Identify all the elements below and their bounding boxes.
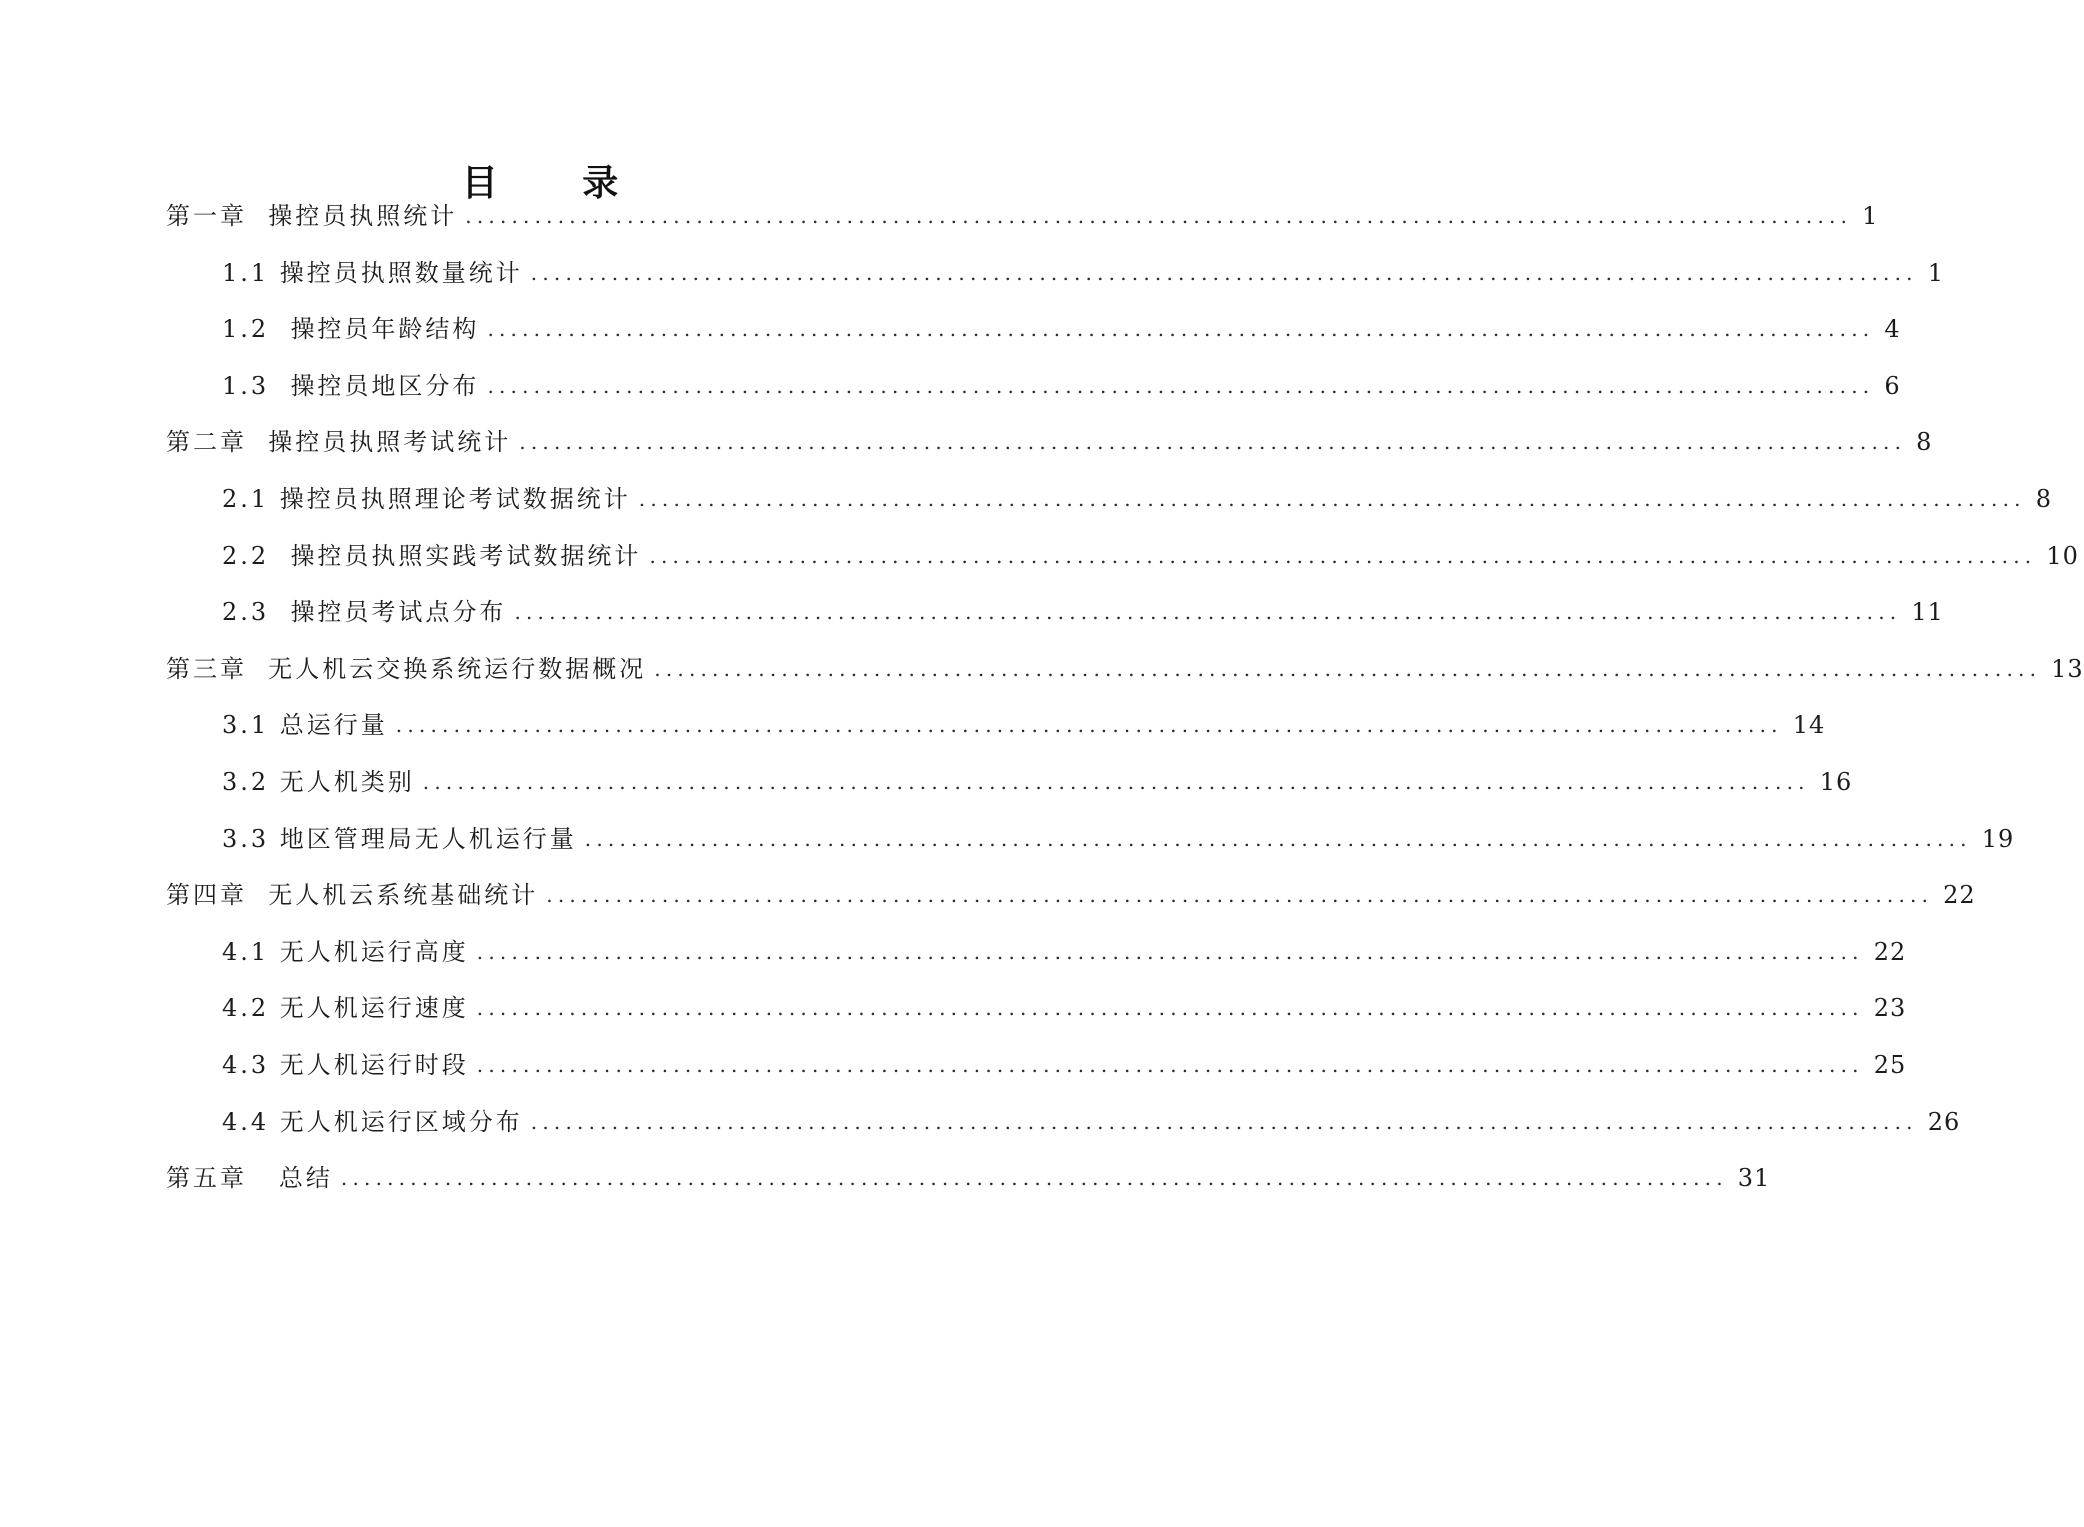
toc-chapter-entry[interactable] [0, 649, 2084, 689]
toc-section-entry[interactable] [0, 309, 1901, 349]
toc-dot-leader: ........................................................................................................................ [546, 883, 1934, 907]
toc-section-entry[interactable] [0, 819, 2015, 859]
toc-page-number: 11 [1911, 598, 1944, 626]
toc-dot-leader: ........................................................................................................................ [649, 544, 2037, 568]
toc-section-entry[interactable] [0, 1102, 1961, 1142]
toc-dot-leader: ........................................................................................................................ [638, 487, 2026, 511]
toc-entry-title: 操控员地区分布 [290, 372, 480, 400]
toc-page-number: 8 [2035, 485, 2052, 513]
toc-entry-number: 第二章 [166, 428, 269, 456]
toc-entry-title: 无人机运行速度 [279, 994, 469, 1022]
toc-entry-number: 3.3 [222, 825, 280, 853]
toc-dot-leader: ........................................................................................................................ [487, 374, 1875, 398]
toc-entry-number: 3.1 [222, 711, 280, 739]
toc-entry-title: 操控员执照统计 [268, 202, 458, 230]
toc-chapter-entry[interactable] [0, 1158, 1771, 1198]
toc-section-entry[interactable] [0, 536, 2079, 576]
toc-entry-number: 4.2 [222, 994, 280, 1022]
toc-entry-number: 1.1 [222, 259, 280, 287]
toc-entry-number: 1.2 [222, 315, 291, 343]
toc-dot-leader: ........................................................................................................................ [422, 770, 1810, 794]
toc-entry-number: 第五章 [166, 1164, 279, 1192]
toc-chapter-entry[interactable] [0, 196, 1879, 236]
toc-entry-title: 无人机类别 [279, 768, 415, 796]
toc-chapter-entry[interactable] [0, 422, 1933, 462]
toc-page-number: 31 [1737, 1164, 1771, 1192]
toc-dot-leader: ........................................................................................................................ [340, 1166, 1728, 1190]
toc-entry-title: 无人机运行区域分布 [279, 1108, 523, 1136]
toc-entry-title: 操控员执照理论考试数据统计 [279, 485, 631, 513]
toc-page-number: 14 [1792, 711, 1826, 739]
toc-entry-title: 无人机云系统基础统计 [268, 881, 539, 909]
toc-page-number: 1 [1927, 259, 1944, 287]
toc-page-number: 22 [1943, 881, 1976, 909]
toc-page-number: 4 [1884, 315, 1901, 343]
toc-section-entry[interactable] [0, 479, 2052, 519]
toc-page-number: 1 [1862, 202, 1879, 230]
toc-entry-title: 无人机云交换系统运行数据概况 [268, 655, 647, 683]
toc-entry-number: 第四章 [166, 881, 269, 909]
toc-entry-title: 操控员执照实践考试数据统计 [290, 542, 642, 570]
toc-section-entry[interactable] [0, 705, 1826, 745]
toc-entry-title: 地区管理局无人机运行量 [279, 825, 577, 853]
toc-entry-title: 操控员年龄结构 [290, 315, 480, 343]
toc-page-number: 19 [1981, 825, 2015, 853]
toc-dot-leader: ........................................................................................................................ [654, 657, 2042, 681]
toc-page-number: 25 [1873, 1051, 1907, 1079]
toc-entry-number: 3.2 [222, 768, 280, 796]
toc-chapter-entry[interactable] [0, 875, 1976, 915]
toc-entry-title: 总结 [278, 1164, 333, 1192]
toc-entry-number: 4.1 [222, 938, 280, 966]
toc-dot-leader: ........................................................................................................................ [465, 204, 1853, 228]
toc-page-number: 16 [1819, 768, 1853, 796]
toc-page-number: 13 [2051, 655, 2084, 683]
toc-entry-title: 操控员考试点分布 [290, 598, 507, 626]
toc-dot-leader: ........................................................................................................................ [514, 600, 1902, 624]
toc-dot-leader: ........................................................................................................................ [530, 1110, 1918, 1134]
toc-page-number: 23 [1873, 994, 1907, 1022]
toc-entry-title: 无人机运行时段 [279, 1051, 469, 1079]
toc-section-entry[interactable] [0, 592, 1944, 632]
toc-dot-leader: ........................................................................................................................ [530, 261, 1918, 285]
toc-section-entry[interactable] [0, 366, 1901, 406]
toc-entry-number: 第一章 [166, 202, 269, 230]
toc-entry-number: 4.4 [222, 1108, 280, 1136]
toc-entry-number: 4.3 [222, 1051, 280, 1079]
toc-entry-number: 第三章 [166, 655, 269, 683]
toc-entry-title: 操控员执照数量统计 [279, 259, 523, 287]
toc-section-entry[interactable] [0, 762, 1853, 802]
toc-page-number: 6 [1884, 372, 1901, 400]
toc-entry-number: 2.1 [222, 485, 280, 513]
toc-section-entry[interactable] [0, 1045, 1907, 1085]
toc-entry-title: 无人机运行高度 [279, 938, 469, 966]
toc-page-number: 26 [1927, 1108, 1961, 1136]
toc-page-number: 10 [2046, 542, 2079, 570]
toc-entry-title: 总运行量 [279, 711, 388, 739]
toc-entry-number: 1.3 [222, 372, 291, 400]
toc-dot-leader: ........................................................................................................................ [395, 713, 1783, 737]
toc-entry-title: 操控员执照考试统计 [268, 428, 512, 456]
toc-dot-leader: ........................................................................................................................ [519, 430, 1907, 454]
toc-dot-leader: ........................................................................................................................ [476, 996, 1864, 1020]
toc-dot-leader: ........................................................................................................................ [476, 1053, 1864, 1077]
toc-page-number: 8 [1916, 428, 1933, 456]
toc-entry-number: 2.2 [222, 542, 291, 570]
toc-section-entry[interactable] [0, 932, 1907, 972]
toc-entry-number: 2.3 [222, 598, 291, 626]
page-title: 目 录 [461, 163, 655, 205]
toc-dot-leader: ........................................................................................................................ [584, 827, 1972, 851]
toc-dot-leader: ........................................................................................................................ [487, 317, 1875, 341]
toc-dot-leader: ........................................................................................................................ [476, 940, 1864, 964]
toc-page-number: 22 [1873, 938, 1907, 966]
toc-section-entry[interactable] [0, 253, 1944, 293]
toc-section-entry[interactable] [0, 988, 1907, 1028]
